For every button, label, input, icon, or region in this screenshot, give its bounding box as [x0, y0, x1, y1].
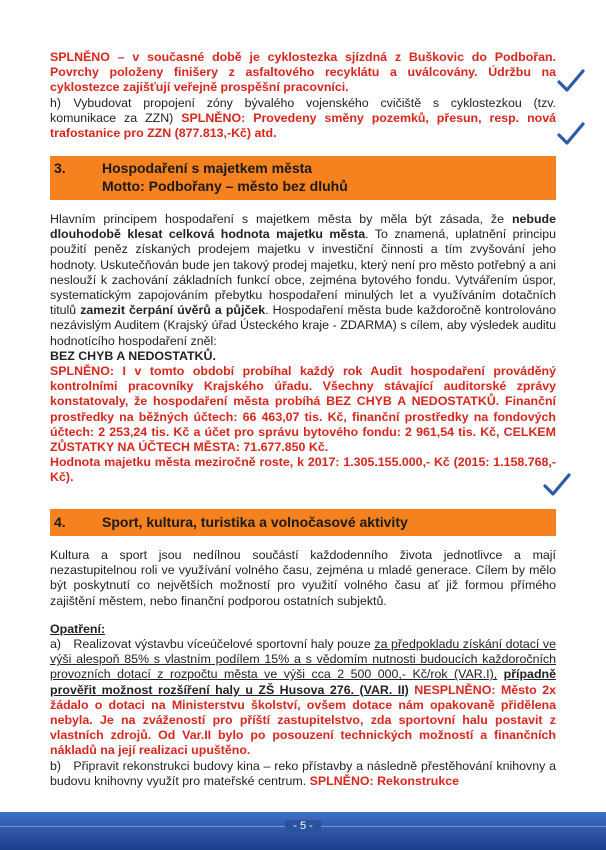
intro-text: . To znamená, uplatnění principu použití peněz získaných prodejem majetku v investiční činnosti a tím zvyšování jeho hodnoty. Uskutečňován bude jen takový prodej majetku, který není pro město potřebný a ani neslouží k zachování základních funkcí obce, zejména bytového fondu. Vytvářením úspor, systematickým zapojováním přebytku hospodaření minulých let a využíváním dotačních titulů — [50, 227, 557, 318]
section-4-title: Sport, kultura, turistika a volnočasové aktivity — [102, 514, 408, 530]
section-4-number: 4. — [54, 514, 66, 530]
measures-label: Opatření: — [50, 621, 106, 636]
measure-b — [50, 759, 556, 789]
intro-text: Hlavním principem hospodaření s majetkem města by měla být zásada, že — [50, 212, 512, 226]
measure-a-condition: za předpokladu získání dotací ve výši alespoň 85% s vlastním podílem 15% a s vědomím nutnosti budoucích každoročních provozních dotací z rozpočtu města ve výši cca 2 500 000,- Kč/rok (VAR.I), — [50, 637, 556, 682]
status-splneno-audit: SPLNĚNO: I v tomto období probíhal každý rok Audit hospodaření prováděný kontrolními pracovníky Krajského úřadu. Všechny stávající auditorské zprávy konstatovaly, že hospodaření města probíhá BEZ CHYB A NEDOSTATKŮ. Finanční prostředky na běžných účtech: 66 463,07 tis. Kč, finanční prostředky na fondových účtech: 2 253,24 tis. Kč a účet pro správu bytového fondu: 2 961,54 tis. Kč, CELKEM ZŮSTATKY NA ÚČTECH MĚSTA: 71.677.850 Kč. — [50, 364, 556, 455]
measure-a-text: a) Realizovat výstavbu víceúčelové sportovní haly pouze — [50, 637, 375, 652]
section-4-heading — [50, 509, 556, 536]
status-splneno-kino: SPLNĚNO: Rekonstrukce — [309, 773, 460, 788]
intro-emphasis: nebude dlouhodobě klesat celková hodnota majetku města — [50, 212, 556, 242]
intro-text: . Hospodaření města bude každoročně kontrolováno nezávislým Auditem (Krajský úřad Ústeckého kraje - ZDARMA) s cílem, aby výsledek auditu hodnotícího hospodaření zněl: — [50, 303, 556, 348]
section-3-heading — [50, 156, 556, 200]
intro-emphasis: zamezit čerpání úvěrů a půjček — [80, 303, 266, 318]
measure-b-text: b) Připravit rekonstrukci budovy kina – reko přístavby a následně přestěhování knihovny a budovu knihovny využít pro mateřské centrum. — [50, 758, 556, 788]
status-nesplneno-hala: NESPLNĚNO: Město 2x žádalo o dotaci na Ministerstvu školství, ovšem dotace nám opakovaně přidělena nebyla. Je na zvážeností pro příští zastupitelstvo, zda sportovní halu postavit z vlastních zdrojů. Od Var.II bylo po posouzení technických možností a finančních nákladů na její realizaci upuštěno. — [50, 682, 556, 758]
audit-result: BEZ CHYB A NEDOSTATKŮ. — [50, 348, 216, 363]
checkmark-icon — [556, 66, 586, 96]
measure-a-variant: případně prověřit možnost rozšíření haly u ZŠ Husova 276. (VAR. II) — [50, 667, 556, 697]
checkmark-icon — [542, 470, 572, 500]
top-block — [50, 50, 556, 141]
measure-a — [50, 637, 556, 759]
item-h-text: h) Vybudovat propojení zóny bývalého vojenského cvičiště s cyklostezkou (tzv. komunikace za ZZN) — [50, 95, 556, 125]
status-splneno-zona: SPLNĚNO: Provedeny směny pozemků, přesun, resp. nová trafostanice pro ZZN (877.813,-Kč) atd. — [50, 110, 556, 141]
status-majetek: Hodnota majetku města meziročně roste, k 2017: 1.305.155.000,- Kč (2015: 1.158.768,-Kč). — [50, 455, 556, 485]
status-splneno-cyklostezka: SPLNĚNO – v současné době je cyklostezka sjízdná z Buškovic do Podbořan. Povrchy položeny finišery z asfaltového recyklátu a uválcovány. Údržbu na cyklostezce zajišťují veřejně prospěšní pracovníci. — [50, 50, 556, 95]
item-h — [50, 96, 556, 142]
spacer — [50, 609, 556, 622]
page-number-text: - 5 - — [285, 820, 321, 832]
section-4-body — [50, 548, 556, 789]
page-footer — [0, 812, 606, 850]
section-3-motto: Motto: Podbořany – město bez dluhů — [102, 178, 348, 194]
section-3-title: Hospodaření s majetkem města — [102, 160, 313, 176]
section-4-intro: Kultura a sport jsou nedílnou součástí každodenního života jednotlivce a mají nezastupitelnou roli ve využívání volného času, zejména u mladé generace. Cílem by mělo být poskytnutí co největších možností pro využití volného času ať již formou přímého zajištění městem, nebo finanční podporou ostatních subjektů. — [50, 548, 556, 608]
page-number — [0, 819, 606, 834]
section-3-number: 3. — [54, 160, 66, 176]
section-3-body — [50, 212, 556, 486]
section-3-intro — [50, 212, 556, 349]
checkmark-icon — [556, 119, 586, 149]
